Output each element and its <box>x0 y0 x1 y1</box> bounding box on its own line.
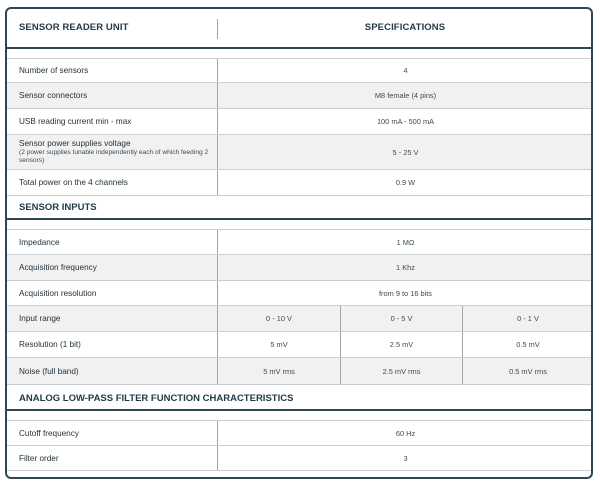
section-divider <box>7 218 591 220</box>
row-label-main: Sensor power supplies voltage <box>19 139 131 148</box>
table-row-impedance <box>7 229 591 255</box>
row-value: M8 female (4 pins) <box>374 91 437 100</box>
row-label-suffix: min - max <box>93 117 132 126</box>
row-value-col-1: 5 mV <box>270 340 288 349</box>
row-value: 0.9 W <box>395 178 416 187</box>
row-label-note: (2 power supplies tunable independently each of which feeding 2 sensors) <box>19 149 209 164</box>
table-row-resolution-1-bit <box>7 332 591 358</box>
table-row-total-power <box>7 170 591 196</box>
row-value-col-1: 5 mV rms <box>263 366 295 376</box>
row-value-col-3: 0 - 1 V <box>517 314 539 323</box>
row-label <box>19 109 215 134</box>
table-row-acquisition-resolution <box>7 281 591 306</box>
row-label: Resolution (1 bit) <box>19 340 81 349</box>
header-specifications-title: SPECIFICATIONS <box>364 22 446 33</box>
row-value: 100 mA - 500 mA <box>376 117 435 126</box>
row-value: 60 Hz <box>395 428 416 438</box>
row-value: 1 Khz <box>396 263 415 272</box>
row-label: Acquisition resolution <box>19 288 97 298</box>
row-value-col-2: 0 - 5 V <box>390 314 413 323</box>
row-value-col-2: 2.5 mV <box>389 340 414 349</box>
spec-table <box>5 7 593 479</box>
row-value: 1 MΩ <box>396 237 415 247</box>
row-label: Total power on the 4 channels <box>19 178 128 187</box>
row-value-col-3: 0.5 mV rms <box>509 366 547 376</box>
table-row-filter-order <box>7 446 591 471</box>
row-value: 5 - 25 V <box>392 147 419 157</box>
header-unit-title: SENSOR READER UNIT <box>19 22 129 33</box>
row-label: Impedance <box>19 237 60 247</box>
table-row-input-range <box>7 306 591 332</box>
table-row-sensor-power-supplies <box>7 135 591 170</box>
section-title-filter: ANALOG LOW-PASS FILTER FUNCTION CHARACTERISTICS <box>19 393 294 404</box>
section-title-sensor-inputs: SENSOR INPUTS <box>19 202 97 213</box>
table-row-cutoff-frequency <box>7 420 591 446</box>
row-value-col-3: 0.5 mV <box>516 340 540 349</box>
row-label: Sensor connectors <box>19 91 88 100</box>
table-row-acquisition-frequency <box>7 255 591 281</box>
section-divider <box>7 409 591 411</box>
table-header <box>7 9 591 49</box>
row-label: Acquisition frequency <box>19 263 97 272</box>
table-row-usb-reading-current <box>7 109 591 135</box>
row-label: Number of sensors <box>19 66 89 75</box>
row-label <box>19 135 215 169</box>
table-row-sensor-connectors <box>7 83 591 109</box>
row-value: 3 <box>403 453 408 463</box>
table-row-number-of-sensors <box>7 58 591 83</box>
row-label: Input range <box>19 314 61 323</box>
row-value-col-1: 0 - 10 V <box>266 314 292 323</box>
row-value-col-2: 2.5 mV rms <box>382 366 421 376</box>
row-value: from 9 to 16 bits <box>379 288 432 298</box>
table-row-noise <box>7 358 591 385</box>
row-label: Cutoff frequency <box>19 428 79 438</box>
row-label-main: USB reading current <box>19 117 94 126</box>
row-label: Noise (full band) <box>19 366 79 376</box>
row-label: Filter order <box>19 453 59 463</box>
row-value: 4 <box>403 66 408 75</box>
